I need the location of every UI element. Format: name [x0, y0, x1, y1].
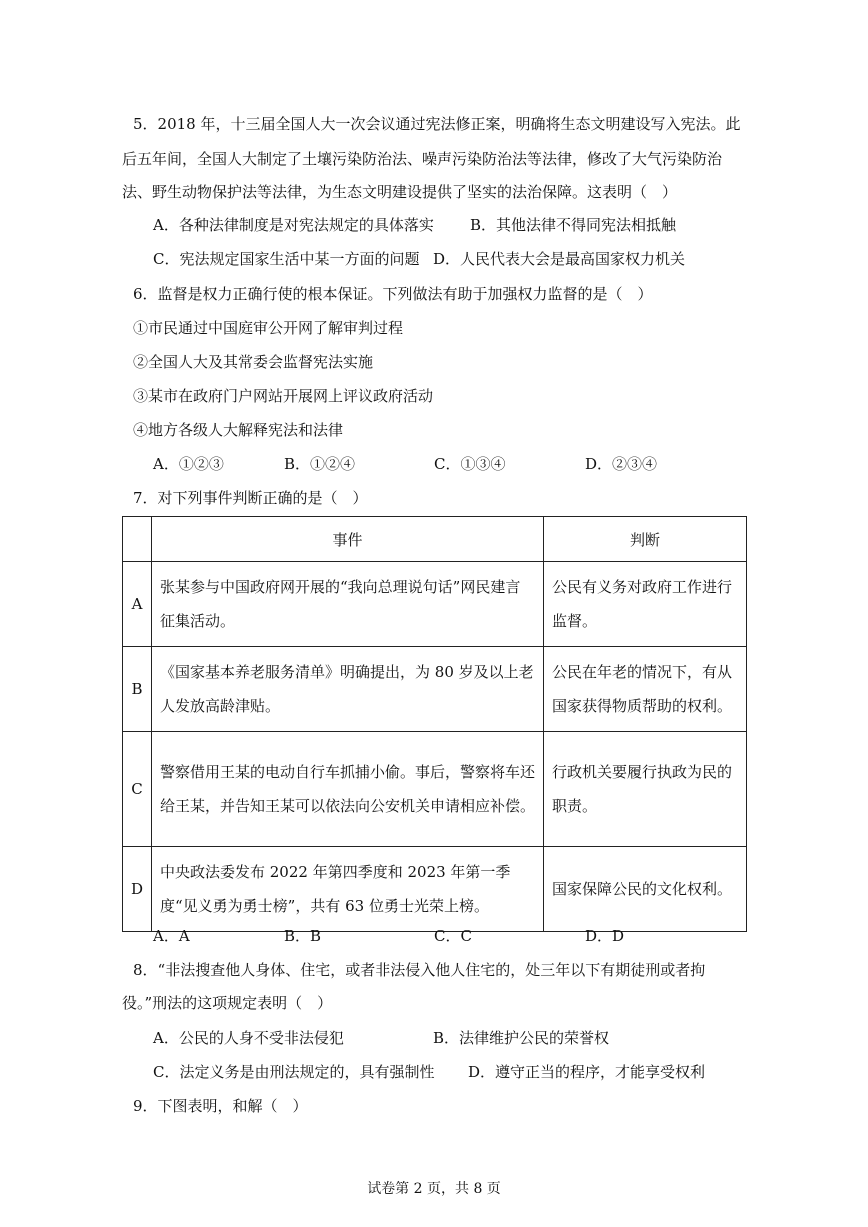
- q6-item-3: ③某市在政府门户网站开展网上评议政府活动: [133, 387, 434, 405]
- row-judgment: [544, 562, 747, 647]
- row-judgment: [544, 647, 747, 732]
- row-judgment-text: 国家保障公民的文化权利。: [552, 880, 733, 898]
- q8-option-b: B．法律维护公民的荣誉权: [433, 1029, 610, 1047]
- header-event: 事件: [152, 517, 544, 562]
- header-judgment: 判断: [544, 517, 747, 562]
- q5-option-a: A．各种法律制度是对宪法规定的具体落实: [153, 216, 434, 234]
- table-header-row: [123, 517, 747, 562]
- row-judgment-text: 公民有义务对政府工作进行监督。: [552, 578, 733, 630]
- row-event: [152, 732, 544, 847]
- q6-option-b: B．①②④: [284, 455, 356, 473]
- row-label: B: [123, 647, 152, 732]
- q7-event-table: [122, 516, 747, 932]
- row-judgment-text: 行政机关要履行执政为民的职责。: [552, 763, 733, 815]
- q5-stem-line-3: 法、野生动物保护法等法律，为生态文明建设提供了坚实的法治保障。这表明（ ）: [122, 183, 678, 201]
- row-event: [152, 647, 544, 732]
- table-row: [123, 847, 747, 932]
- q5-option-d: D．人民代表大会是最高国家权力机关: [433, 250, 686, 268]
- row-event-text: 中央政法委发布 2022 年第四季度和 2023 年第一季度“见义勇为勇士榜”，共有 63 位勇士光荣上榜。: [160, 863, 511, 915]
- row-label: A: [123, 562, 152, 647]
- q7-stem: 7．对下列事件判断正确的是（ ）: [133, 489, 368, 507]
- q6-option-c: C．①③④: [434, 455, 506, 473]
- q6-item-4: ④地方各级人大解释宪法和法律: [133, 421, 344, 439]
- q8-stem-line-1: 8．“非法搜查他人身体、住宅，或者非法侵入他人住宅的，处三年以下有期徒刑或者拘: [133, 961, 706, 979]
- table-row: [123, 732, 747, 847]
- row-judgment: [544, 847, 747, 932]
- row-judgment-text: 公民在年老的情况下，有从国家获得物质帮助的权利。: [552, 663, 733, 715]
- q8-stem-line-2: 役。”刑法的这项规定表明（ ）: [122, 994, 333, 1012]
- q5-option-c: C．宪法规定国家生活中某一方面的问题: [153, 250, 420, 268]
- q8-option-c: C．法定义务是由刑法规定的，具有强制性: [153, 1063, 435, 1081]
- q5-stem-line-1: 5．2018 年，十三届全国人大一次会议通过宪法修正案，明确将生态文明建设写入宪法。此: [133, 115, 741, 133]
- row-event-text: 《国家基本养老服务清单》明确提出，为 80 岁及以上老人发放高龄津贴。: [160, 663, 534, 715]
- q6-item-2: ②全国人大及其常委会监督宪法实施: [133, 353, 374, 371]
- table-row: [123, 647, 747, 732]
- row-label: D: [123, 847, 152, 932]
- header-label-cell: [123, 517, 152, 562]
- row-label: C: [123, 732, 152, 847]
- q6-stem: 6．监督是权力正确行使的根本保证。下列做法有助于加强权力监督的是（ ）: [133, 285, 653, 303]
- row-event: [152, 847, 544, 932]
- table-row: [123, 562, 747, 647]
- row-event: [152, 562, 544, 647]
- row-event-text: 张某参与中国政府网开展的“我向总理说句话”网民建言征集活动。: [160, 578, 521, 630]
- q9-stem: 9．下图表明，和解（ ）: [133, 1097, 308, 1115]
- q6-option-a: A．①②③: [153, 455, 224, 473]
- q5-stem-line-2: 后五年间，全国人大制定了土壤污染防治法、噪声污染防治法等法律，修改了大气污染防治: [122, 150, 723, 168]
- row-event-text: 警察借用王某的电动自行车抓捕小偷。事后，警察将车还给王某，并告知王某可以依法向公安机关申请相应补偿。: [160, 763, 536, 815]
- row-judgment: [544, 732, 747, 847]
- q7-option-a: A．A: [153, 927, 190, 945]
- q6-option-d: D．②③④: [585, 455, 658, 473]
- q6-item-1: ①市民通过中国庭审公开网了解审判过程: [133, 319, 404, 337]
- q7-option-d: D．D: [585, 927, 625, 945]
- q7-option-b: B．B: [284, 927, 322, 945]
- q7-option-c: C．C: [434, 927, 472, 945]
- page-footer: 试卷第 2 页，共 8 页: [367, 1181, 501, 1197]
- q8-option-d: D．遵守正当的程序，才能享受权利: [468, 1063, 706, 1081]
- q5-option-b: B．其他法律不得同宪法相抵触: [470, 216, 677, 234]
- q8-option-a: A．公民的人身不受非法侵犯: [153, 1029, 344, 1047]
